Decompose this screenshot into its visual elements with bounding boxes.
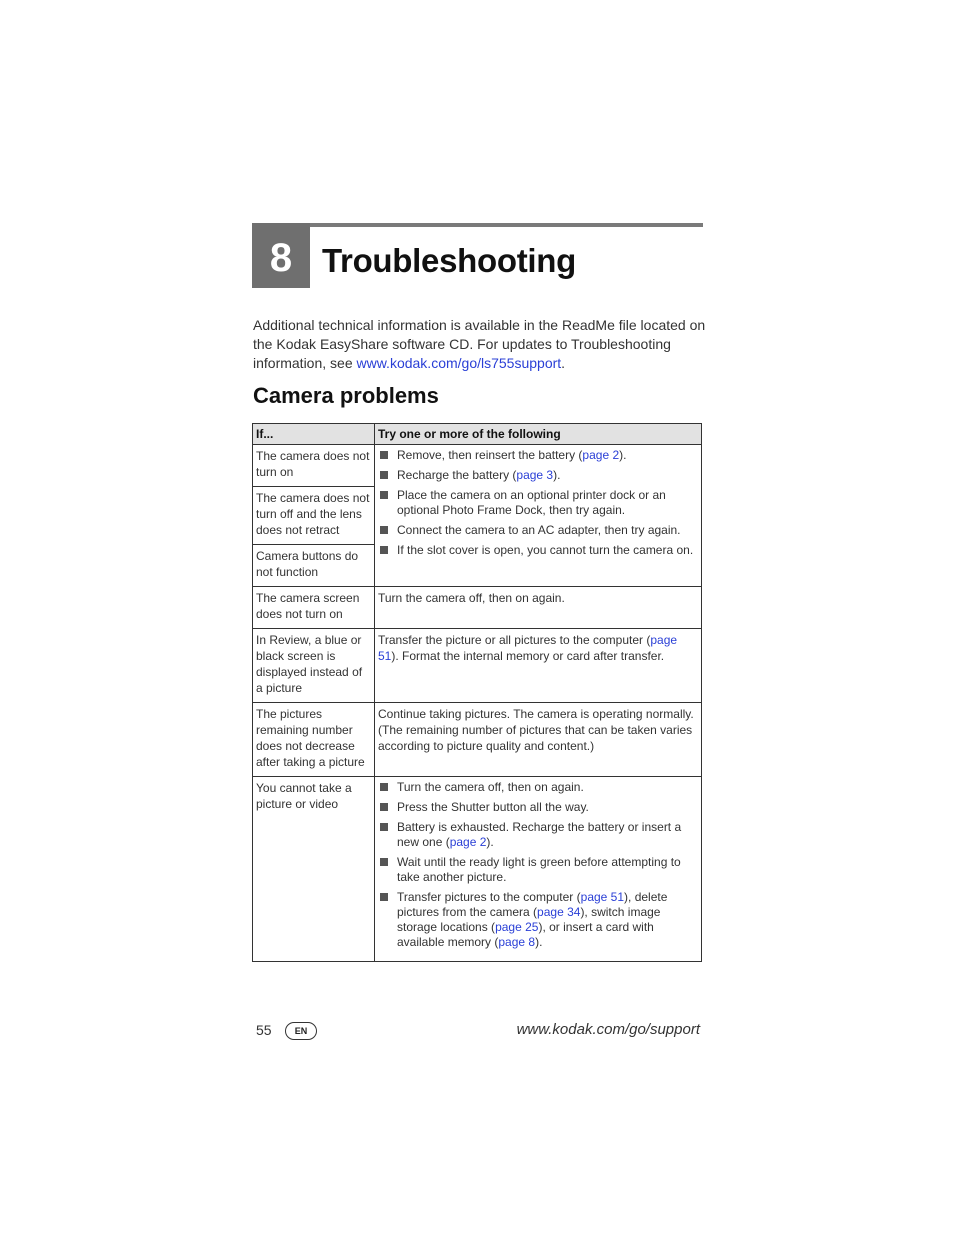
list-item: Recharge the battery (page 3). xyxy=(378,468,699,483)
condition-cell: You cannot take a picture or video xyxy=(253,777,375,962)
list-item: Press the Shutter button all the way. xyxy=(378,800,699,815)
list-item: Battery is exhausted. Recharge the battery or insert a new one (page 2). xyxy=(378,820,699,850)
table-row xyxy=(253,587,702,629)
page-link[interactable]: page 34 xyxy=(537,905,581,919)
intro-end: . xyxy=(561,355,566,371)
page-link[interactable]: page 25 xyxy=(495,920,539,934)
page-link[interactable]: page 51 xyxy=(580,890,625,904)
solution-list xyxy=(378,780,699,950)
solution-cell xyxy=(375,445,702,587)
table-row xyxy=(253,445,702,487)
table-row xyxy=(253,629,702,703)
header-if: If... xyxy=(253,424,375,445)
list-item: Wait until the ready light is green before attempting to take another picture. xyxy=(378,855,699,885)
condition-cell: The pictures remaining number does not decrease after taking a picture xyxy=(253,703,375,777)
section-title: Camera problems xyxy=(253,383,439,408)
page-link[interactable]: page 3 xyxy=(516,468,554,482)
intro-paragraph xyxy=(253,316,708,373)
condition-cell: The camera does not turn off and the lens does not retract xyxy=(253,487,375,545)
condition-cell: The camera screen does not turn on xyxy=(253,587,375,629)
intro-text: Additional technical information is available in the ReadMe file located on the Kodak EasyShare software CD. For updates to Troubleshooting information, see xyxy=(253,317,706,371)
solution-list xyxy=(378,448,699,558)
square-bullet-icon xyxy=(380,471,388,479)
solution-cell: Turn the camera off, then on again. xyxy=(375,587,702,629)
chapter-rule xyxy=(252,223,703,227)
condition-cell: Camera buttons do not function xyxy=(253,545,375,587)
square-bullet-icon xyxy=(380,823,388,831)
square-bullet-icon xyxy=(380,858,388,866)
page-link[interactable]: page 2 xyxy=(449,835,487,849)
table-row xyxy=(253,777,702,962)
square-bullet-icon xyxy=(380,783,388,791)
square-bullet-icon xyxy=(380,803,388,811)
square-bullet-icon xyxy=(380,491,388,499)
square-bullet-icon xyxy=(380,526,388,534)
header-try: Try one or more of the following xyxy=(375,424,702,445)
square-bullet-icon xyxy=(380,546,388,554)
chapter-title: Troubleshooting xyxy=(322,242,576,279)
list-item: Place the camera on an optional printer dock or an optional Photo Frame Dock, then try again. xyxy=(378,488,699,518)
page-link[interactable]: page 2 xyxy=(582,448,620,462)
page-link[interactable]: page 51 xyxy=(378,633,678,663)
table-header-row xyxy=(253,424,702,445)
page-link[interactable]: page 8 xyxy=(498,935,536,949)
troubleshooting-table xyxy=(252,423,702,962)
page-number: 55 xyxy=(256,1022,272,1038)
footer-url[interactable]: www.kodak.com/go/support xyxy=(516,1021,700,1038)
list-item: Remove, then reinsert the battery (page 2). xyxy=(378,448,699,463)
solution-cell: Transfer the picture or all pictures to the computer (page 51). Format the internal memory or card after transfer. xyxy=(375,629,702,703)
solution-cell: Continue taking pictures. The camera is operating normally. (The remaining number of pictures that can be taken varies according to picture quality and content.) xyxy=(375,703,702,777)
list-item: Connect the camera to an AC adapter, then try again. xyxy=(378,523,699,538)
condition-cell: The camera does not turn on xyxy=(253,445,375,487)
list-item: If the slot cover is open, you cannot turn the camera on. xyxy=(378,543,699,558)
chapter-number: 8 xyxy=(252,223,310,288)
support-link[interactable]: www.kodak.com/go/ls755support xyxy=(356,355,562,371)
list-item: Turn the camera off, then on again. xyxy=(378,780,699,795)
square-bullet-icon xyxy=(380,893,388,901)
condition-cell: In Review, a blue or black screen is displayed instead of a picture xyxy=(253,629,375,703)
solution-cell xyxy=(375,777,702,962)
square-bullet-icon xyxy=(380,451,388,459)
list-item: Transfer pictures to the computer (page 51), delete pictures from the camera (page 34), switch image storage locations (page 25), or insert a card with available memory (page 8). xyxy=(378,890,699,950)
language-badge: EN xyxy=(285,1022,317,1040)
table-row xyxy=(253,703,702,777)
